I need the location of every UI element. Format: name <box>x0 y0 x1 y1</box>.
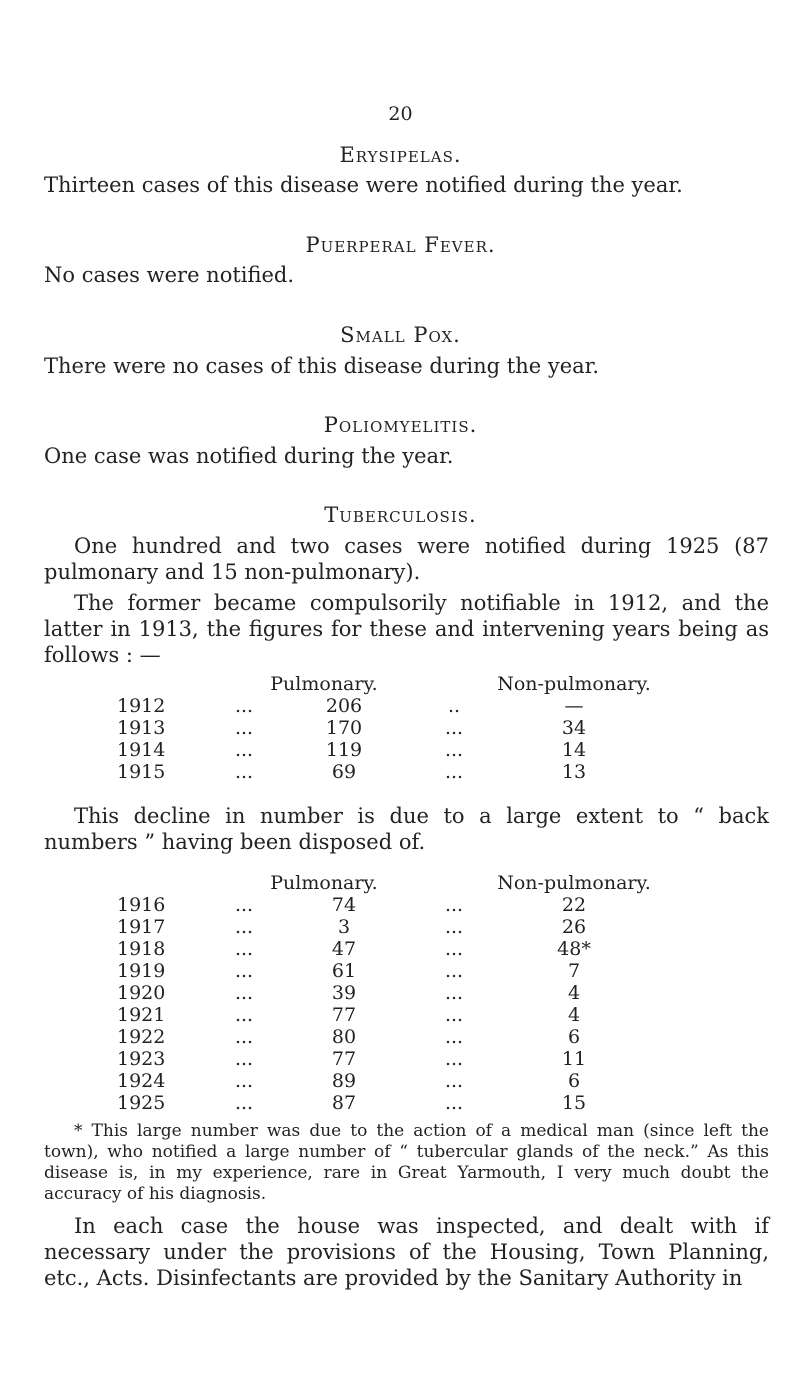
para-tuberculosis: One hundred and two cases were notified during 1925 (87 pulmonary and 15 non-pulmonary). <box>44 534 769 584</box>
leader-dots: ... <box>444 1092 464 1114</box>
year-cell: 1922 <box>117 1026 166 1048</box>
table-row <box>117 1004 654 1026</box>
pulmonary-cell: 87 <box>331 1092 357 1114</box>
non-pulmonary-cell: 4 <box>567 1004 581 1026</box>
pulmonary-cell: 69 <box>331 761 357 783</box>
heading-erysipelas: Erysipelas. <box>339 143 462 167</box>
heading-tuberculosis: Tuberculosis. <box>324 503 477 527</box>
leader-dots: ... <box>234 695 254 717</box>
year-cell: 1914 <box>117 739 166 761</box>
year-cell: 1913 <box>117 717 166 739</box>
pulmonary-cell: 80 <box>331 1026 357 1048</box>
non-pulmonary-cell: 13 <box>561 761 587 783</box>
table-row <box>117 739 654 761</box>
leader-dots: ... <box>234 938 254 960</box>
para-small-pox: There were no cases of this disease during the year. <box>44 354 600 378</box>
pulmonary-cell: 170 <box>325 717 363 739</box>
table-row <box>117 1026 654 1048</box>
leader-dots: ... <box>234 894 254 916</box>
leader-dots: ... <box>444 761 464 783</box>
year-cell: 1919 <box>117 960 166 982</box>
pulmonary-cell: 47 <box>331 938 357 960</box>
leader-dots: ... <box>234 1092 254 1114</box>
non-pulmonary-cell: 26 <box>561 916 587 938</box>
table-header-row <box>117 673 654 695</box>
leader-dots: ... <box>234 1026 254 1048</box>
leader-dots: ... <box>444 1026 464 1048</box>
pulmonary-cell: 3 <box>337 916 351 938</box>
table-row <box>117 1092 654 1114</box>
table-header-row <box>117 872 654 894</box>
table-row <box>117 916 654 938</box>
non-pulmonary-cell: 22 <box>561 894 587 916</box>
leader-dots: ... <box>234 761 254 783</box>
leader-dots: ... <box>444 894 464 916</box>
year-cell: 1923 <box>117 1048 166 1070</box>
non-pulmonary-cell: 48* <box>557 938 591 960</box>
leader-dots: ... <box>444 739 464 761</box>
non-pulmonary-cell: 14 <box>561 739 587 761</box>
para-poliomyelitis: One case was notified during the year. <box>44 444 454 468</box>
pulmonary-cell: 74 <box>331 894 357 916</box>
year-cell: 1920 <box>117 982 166 1004</box>
non-pulmonary-cell: — <box>564 695 584 717</box>
table-row <box>117 695 654 717</box>
pulmonary-cell: 77 <box>331 1048 357 1070</box>
leader-dots: ... <box>444 1004 464 1026</box>
non-pulmonary-cell: 34 <box>561 717 587 739</box>
table-row <box>117 717 654 739</box>
leader-dots: ... <box>234 960 254 982</box>
leader-dots: ... <box>444 982 464 1004</box>
non-pulmonary-cell: 6 <box>567 1070 581 1092</box>
leader-dots: ... <box>444 960 464 982</box>
pulmonary-cell: 61 <box>331 960 357 982</box>
year-cell: 1917 <box>117 916 166 938</box>
heading-puerperal-fever: Puerperal Fever. <box>305 233 496 257</box>
heading-poliomyelitis: Poliomyelitis. <box>323 413 478 437</box>
year-cell: 1921 <box>117 1004 166 1026</box>
leader-dots: .. <box>447 695 461 717</box>
leader-dots: ... <box>234 717 254 739</box>
leader-dots: ... <box>444 717 464 739</box>
col-header-non-pulmonary: Non-pulmonary. <box>497 872 651 894</box>
page-number: 20 <box>388 103 413 125</box>
leader-dots: ... <box>234 1048 254 1070</box>
year-cell: 1925 <box>117 1092 166 1114</box>
leader-dots: ... <box>444 1070 464 1092</box>
table-row <box>117 894 654 916</box>
table-row <box>117 1070 654 1092</box>
para-puerperal-fever: No cases were notified. <box>44 263 295 287</box>
leader-dots: ... <box>234 916 254 938</box>
heading-small-pox: Small Pox. <box>340 323 461 347</box>
col-header-non-pulmonary: Non-pulmonary. <box>497 673 651 695</box>
table-row <box>117 960 654 982</box>
para-erysipelas: Thirteen cases of this disease were notified during the year. <box>44 173 683 197</box>
para-former: The former became compulsorily notifiable in 1912, and the latter in 1913, the figures for these and intervening years being as follows : — <box>44 591 769 667</box>
leader-dots: ... <box>234 739 254 761</box>
table-row <box>117 1048 654 1070</box>
pulmonary-cell: 77 <box>331 1004 357 1026</box>
pulmonary-cell: 89 <box>331 1070 357 1092</box>
non-pulmonary-cell: 7 <box>567 960 581 982</box>
year-cell: 1912 <box>117 695 166 717</box>
year-cell: 1915 <box>117 761 166 783</box>
year-cell: 1918 <box>117 938 166 960</box>
pulmonary-cell: 39 <box>331 982 357 1004</box>
non-pulmonary-cell: 11 <box>561 1048 587 1070</box>
table-notifications-1916-1925 <box>117 872 654 1114</box>
table-row <box>117 761 654 783</box>
year-cell: 1916 <box>117 894 166 916</box>
leader-dots: ... <box>444 916 464 938</box>
leader-dots: ... <box>234 1070 254 1092</box>
pulmonary-cell: 206 <box>325 695 363 717</box>
year-cell: 1924 <box>117 1070 166 1092</box>
col-header-pulmonary: Pulmonary. <box>270 872 378 894</box>
para-final: In each case the house was inspected, and dealt with if necessary under the provisions of the Housing, Town Planning, etc., Acts. Disinfectants are provided by the Sanitary Authority in <box>44 1214 769 1290</box>
col-header-pulmonary: Pulmonary. <box>270 673 378 695</box>
leader-dots: ... <box>444 1048 464 1070</box>
leader-dots: ... <box>234 1004 254 1026</box>
non-pulmonary-cell: 15 <box>561 1092 587 1114</box>
non-pulmonary-cell: 4 <box>567 982 581 1004</box>
table-row <box>117 982 654 1004</box>
table-row <box>117 938 654 960</box>
pulmonary-cell: 119 <box>325 739 363 761</box>
non-pulmonary-cell: 6 <box>567 1026 581 1048</box>
para-decline: This decline in number is due to a large extent to “ back numbers ” having been disposed of. <box>44 804 769 854</box>
leader-dots: ... <box>234 982 254 1004</box>
table-notifications-1912-1915 <box>117 673 654 783</box>
footnote: * This large number was due to the action of a medical man (since left the town), who notified a large number of “ tubercular glands of the neck.” As this disease is, in my experience, rare in Great Yarmouth, I very much doubt the accuracy of his diagnosis. <box>44 1121 769 1204</box>
leader-dots: ... <box>444 938 464 960</box>
